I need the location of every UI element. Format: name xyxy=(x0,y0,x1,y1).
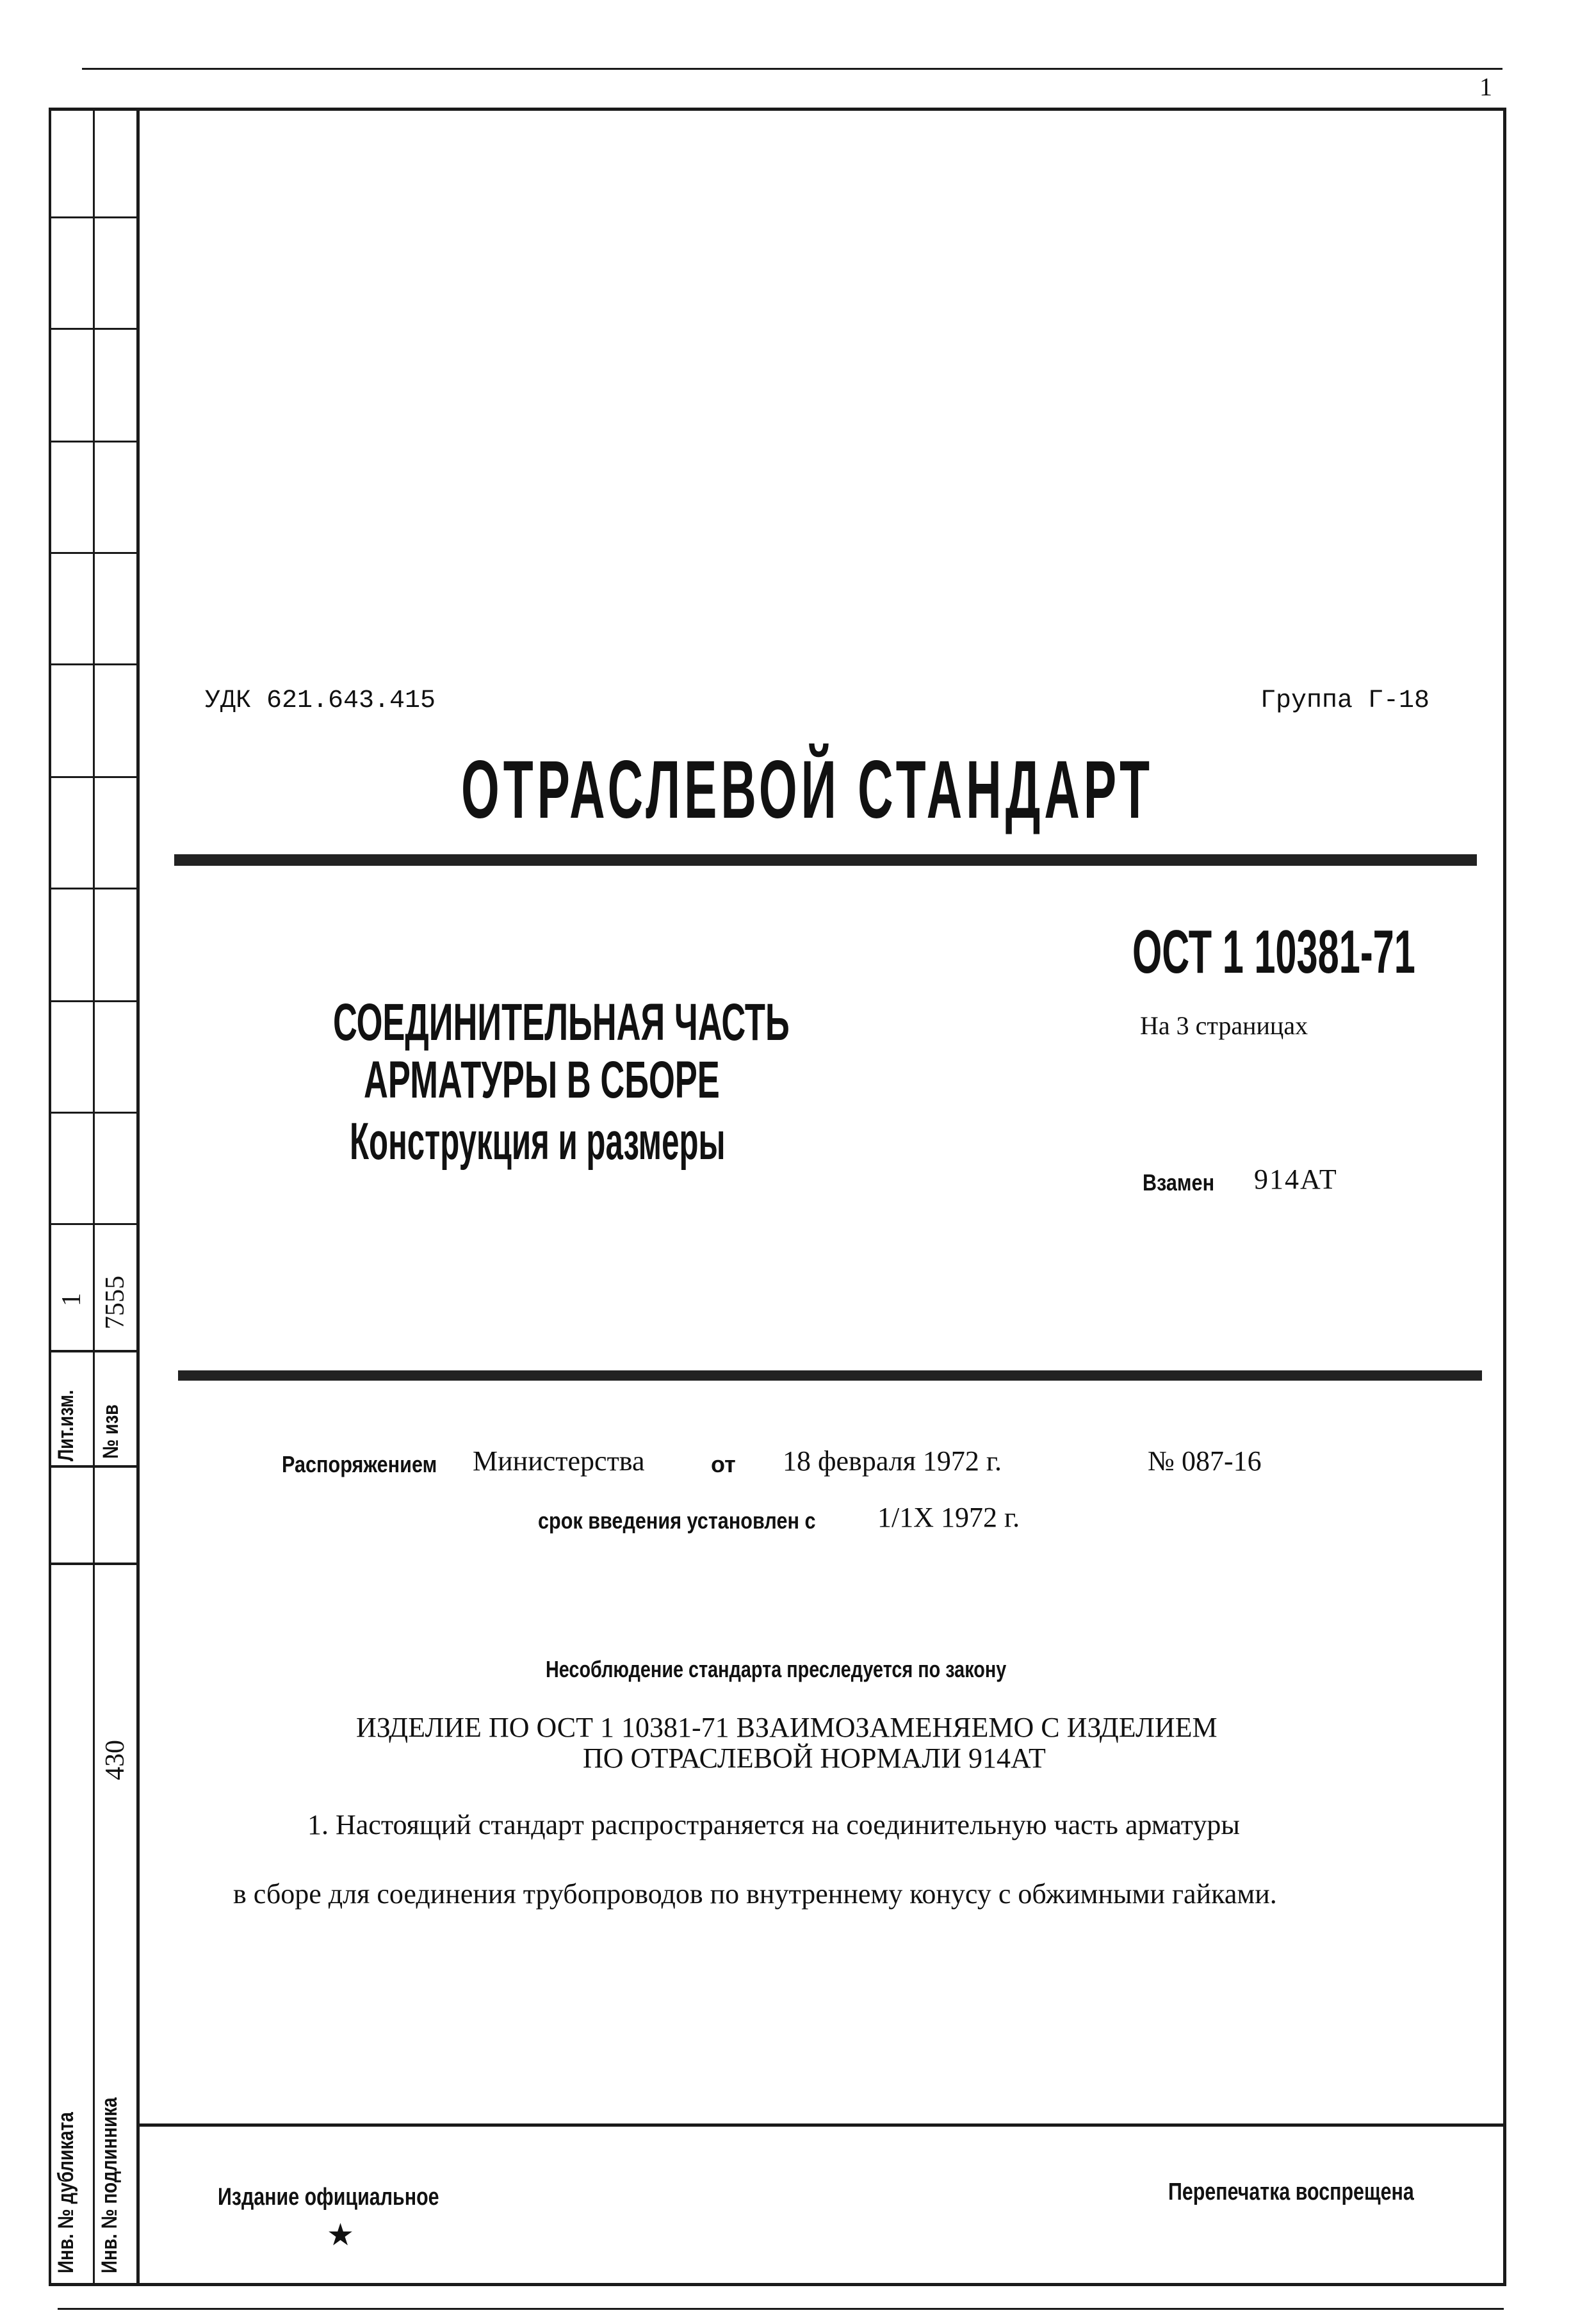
stamp-row-line xyxy=(49,1465,138,1468)
inv-dubl-label: Инв. № дубликата xyxy=(54,2112,78,2273)
stamp-row-line xyxy=(49,1563,138,1565)
term-date: 1/1X 1972 г. xyxy=(877,1502,1020,1533)
stamp-divider-1 xyxy=(93,108,95,2286)
inv-podl-value: 430 xyxy=(101,1740,130,1780)
izv-value: 7555 xyxy=(101,1276,130,1329)
stamp-row-line xyxy=(49,1000,138,1002)
interchange-line-2: ПО ОТРАСЛЕВОЙ НОРМАЛИ 914АТ xyxy=(583,1742,1046,1774)
stamp-row-line xyxy=(49,1350,138,1352)
replaces-value: 914АТ xyxy=(1254,1164,1338,1195)
official-edition: Издание официальное xyxy=(218,2184,439,2211)
replaces-label: Взамен xyxy=(1143,1169,1215,1196)
bottom-rule xyxy=(58,2308,1504,2310)
page-count: На 3 страницах xyxy=(1140,1011,1308,1040)
stamp-row-line xyxy=(49,441,138,442)
top-rule xyxy=(82,68,1502,70)
frame-left xyxy=(49,108,51,2286)
order-ministry: Министерства xyxy=(473,1445,645,1477)
stamp-row-line xyxy=(49,1223,138,1225)
stamp-row-line xyxy=(49,216,138,218)
group-code: Группа Г-18 xyxy=(1260,686,1430,715)
stamp-row-line xyxy=(49,888,138,889)
frame-top xyxy=(49,108,1506,111)
order-date: 18 февраля 1972 г. xyxy=(783,1445,1002,1477)
thick-rule-bottom xyxy=(178,1370,1482,1381)
standard-code: ОСТ 1 10381-71 xyxy=(1132,918,1415,986)
izv-label: № изв xyxy=(99,1404,123,1459)
interchange-line-1: ИЗДЕЛИЕ ПО ОСТ 1 10381-71 ВЗАИМОЗАМЕНЯЕМО С ИЗДЕЛИЕМ xyxy=(356,1712,1217,1743)
reprint-notice: Перепечатка воспрещена xyxy=(1168,2179,1414,2205)
page-number: 1 xyxy=(1479,72,1492,101)
frame-bottom xyxy=(49,2283,1506,2286)
paragraph-1-line-1: 1. Настоящий стандарт распространяется на соединительную часть арматуры xyxy=(307,1809,1240,1840)
stamp-divider-2 xyxy=(136,108,140,2286)
stamp-row-line xyxy=(49,663,138,665)
legal-notice: Несоблюдение стандарта преследуется по закону xyxy=(546,1656,1007,1682)
frame-right xyxy=(1503,108,1506,2286)
paragraph-1-line-2: в сборе для соединения трубопроводов по внутреннему конусу с обжимными гайками. xyxy=(233,1878,1277,1910)
stamp-row-line xyxy=(49,552,138,554)
stamp-row-line xyxy=(49,1112,138,1114)
page-title: ОТРАСЛЕВОЙ СТАНДАРТ xyxy=(461,744,1154,836)
inv-podl-label: Инв. № подлинника xyxy=(97,2097,122,2273)
subject-line-2: АРМАТУРЫ В СБОРЕ xyxy=(364,1051,720,1109)
stamp-row-line xyxy=(49,776,138,778)
footer-rule xyxy=(138,2123,1505,2127)
star-icon: ★ xyxy=(327,2218,355,2252)
term-label: срок введения установлен с xyxy=(538,1507,816,1534)
subject-line-1: СОЕДИНИТЕЛЬНАЯ ЧАСТЬ xyxy=(333,993,790,1051)
stamp-row-line xyxy=(49,328,138,330)
order-from: от xyxy=(711,1451,736,1477)
lit-izm-label: Лит.изм. xyxy=(54,1390,78,1461)
order-label: Распоряжением xyxy=(282,1451,437,1477)
subject-line-3: Конструкция и размеры xyxy=(350,1112,726,1171)
order-number: № 087-16 xyxy=(1148,1445,1262,1477)
lit-izm-value: 1 xyxy=(57,1293,86,1306)
thick-rule-top xyxy=(174,854,1477,866)
udk-code: УДК 621.643.415 xyxy=(205,686,436,715)
